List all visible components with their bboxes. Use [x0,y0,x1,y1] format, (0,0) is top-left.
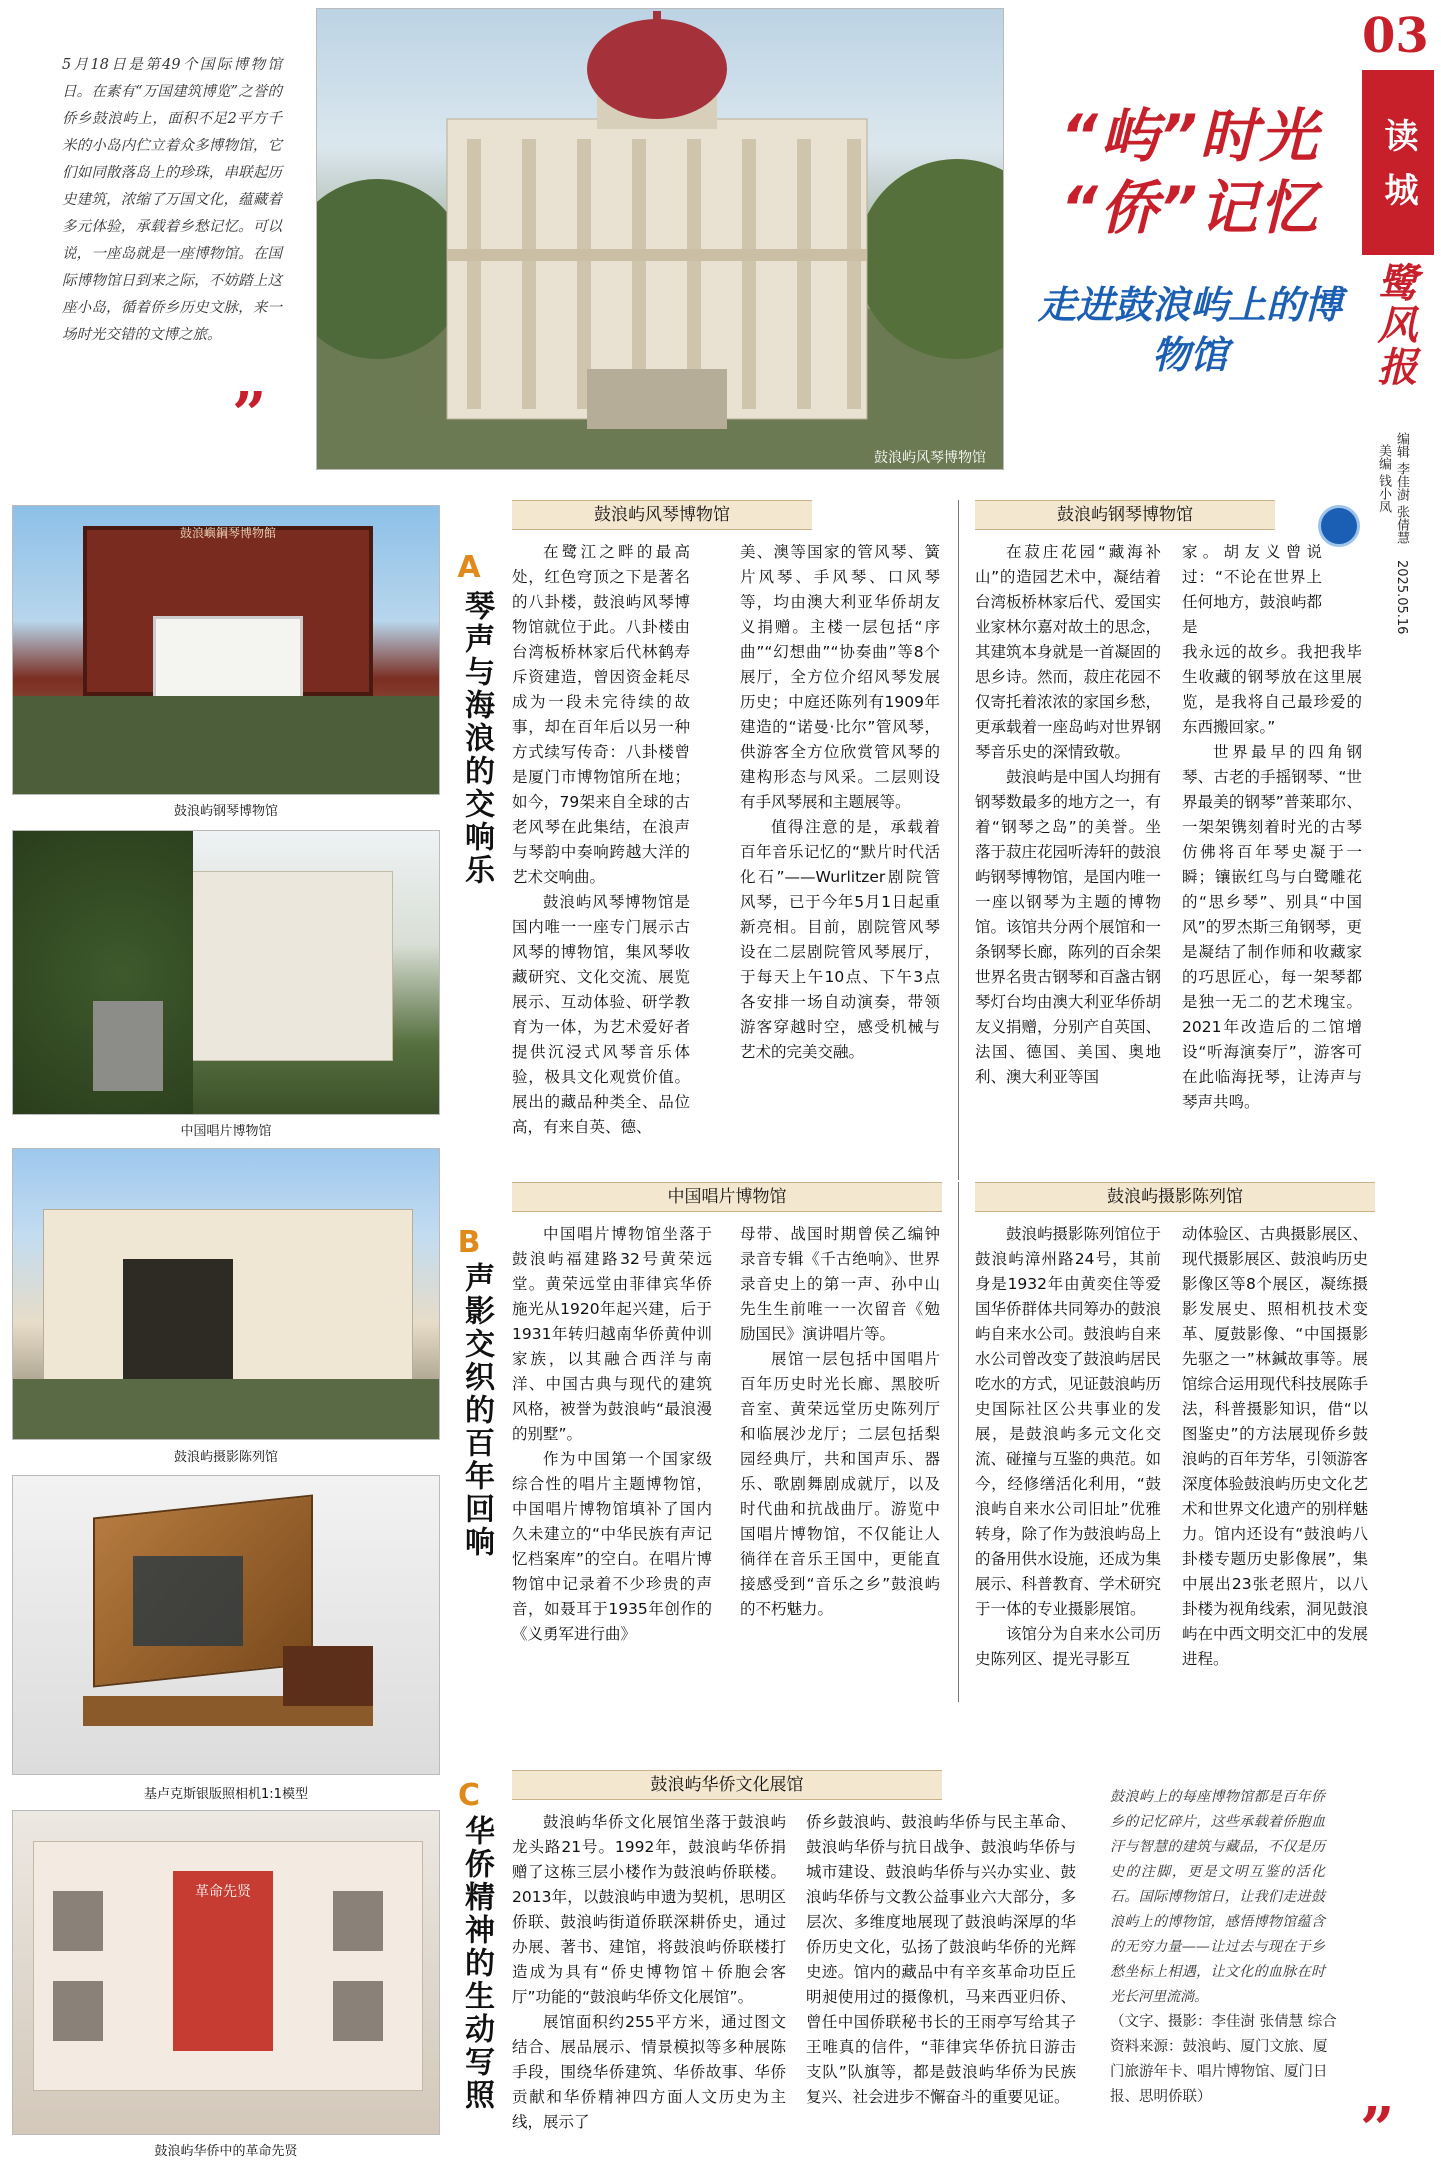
heading-organ: 鼓浪屿风琴博物馆 [512,500,812,530]
organ-para4: 值得注意的是，承载着百年音乐记忆的“默片时代活化石”——Wurlitzer剧院管风琴，已于今年5月1日起重新亮相。目前，剧院管风琴设在二层剧院管风琴展厅，于每天上午10点、下午3点各安排一场自动演奏，带领游客穿越时空，感受机械与艺术的完美交融。 [740,818,940,1061]
heading-piano: 鼓浪屿钢琴博物馆 [975,500,1275,530]
record-para2: 作为中国第一个国家级综合性的唱片主题博物馆，中国唱片博物馆填补了国内久未建立的“中华民族有声记忆档案库”的空白。在唱片博物馆中记录着不少珍贵的声音，如聂耳于1935年创作的《义勇军进行曲》 [512,1450,712,1643]
section-c-letter: C [457,1778,481,1813]
page-number: 03 [1362,8,1429,64]
organ-para2: 鼓浪屿风琴博物馆是国内唯一一座专门展示古风琴的博物馆，集风琴收藏研究、文化交流、展览展示、互动体验、研学教育为一体，为艺术爱好者提供沉浸式风琴音乐体验，极具文化观赏价值。展出的藏品种类全、品位高，有来自英、德、 [512,893,690,1136]
photo-record-museum [12,830,440,1115]
issue-meta [1374,432,1410,662]
column-divider-2 [958,1182,959,1702]
photo-col2 [1182,1222,1368,1767]
piano-col2 [1182,540,1362,1180]
caption-photo-hall: 鼓浪屿摄影陈列馆 [173,1450,278,1465]
photo-para1: 鼓浪屿摄影陈列馆位于鼓浪屿漳州路24号，其前身是1932年由黄奕住等爱国华侨群体共同筹办的鼓浪屿自来水公司。鼓浪屿自来水公司曾改变了鼓浪屿居民吃水的方式，见证鼓浪屿历史国际社区公共事业的发展，是鼓浪屿多元文化交流、碰撞与互鉴的典范。如今，经修缮活化利用，“鼓浪屿自来水公司旧址”优雅转身，除了作为鼓浪屿岛上的备用供水设施，还成为集展示、科普教育、学术研究于一体的专业摄影展馆。 [975,1225,1161,1618]
piano-para1: 在菽庄花园“藏海补山”的造园艺术中，凝结着台湾板桥林家后代、爱国实业家林尔嘉对故土的思念，其建筑本身就是一首凝固的思乡诗。然而，菽庄花园不仅寄托着浓浓的家国乡愁，更承载着一座岛屿对世界钢琴音乐史的深情致敬。 [975,543,1161,761]
organ-museum-illustration [317,9,1004,470]
overseas-para3: 侨乡鼓浪屿、鼓浪屿华侨与民主革命、鼓浪屿华侨与抗日战争、鼓浪屿华侨与城市建设、鼓浪屿华侨与兴办实业、鼓浪屿华侨与文教公益事业六大部分，多层次、多维度地展现了鼓浪屿深厚的华侨历史文化，弘扬了鼓浪屿华侨的光辉史迹。馆内的藏品中有辛亥革命功臣丘明昶使用过的摄像机，马来西亚归侨、曾任中国侨联秘书长的王雨亭写给其子王唯真的信件，“菲律宾华侨抗日游击支队”队旗等，都是鼓浪屿华侨为民族复兴、社会进步不懈奋斗的重要见证。 [806,1813,1076,2106]
organ-col2 [740,540,940,1180]
section-b-title: 声影交织的百年回响 [459,1262,494,1559]
headline-subtitle: 走进鼓浪屿上的博物馆 [1037,283,1342,377]
piano-museum-sign: 鼓浪嶼鋼琴博物館 [179,526,276,540]
intro-text: 5月18日是第49个国际博物馆日。在素有“万国建筑博览”之誉的侨乡鼓浪屿上，面积不足2平方千米的小岛内伫立着众多博物馆，它们如同散落岛上的珍珠，串联起历史建筑，浓缩了万国文化，蕴藏着多元体验，承载着乡愁记忆。可以说，一座岛就是一座博物馆。在国际博物馆日到来之际，不妨踏上这座小岛，循着侨乡历史文脉，来一场时光交错的文博之旅。 [62,57,282,343]
photo-col1 [975,1222,1161,1767]
pioneers-board-title: 革命先贤 [195,1884,251,1900]
heading-photo-hall: 鼓浪屿摄影陈列馆 [975,1182,1375,1212]
piano-para4: 世界最早的四角钢琴、古老的手摇钢琴、“世界最美的钢琴”普莱耶尔、一架架镌刻着时光的古琴仿佛将百年琴史凝于一瞬；镶嵌红鸟与白鹭雕花的“思乡琴”、别具“中国风”的罗杰斯三角钢琴，更是凝结了制作师和收藏家的巧思匠心，每一架琴都是独一无二的艺术瑰宝。2021年改造后的二馆增设“听海演奏厅”，游客可在此临海抚琴，让涛声与琴声共鸣。 [1182,743,1362,1111]
section-a-letter: A [457,550,481,585]
hero-photo [316,8,1004,470]
heading-overseas: 鼓浪屿华侨文化展馆 [512,1770,942,1800]
photo-para3: 动体验区、古典摄影展区、现代摄影展区、鼓浪屿历史影像区等8个展区，凝练摄影发展史、照相机技术变革、厦鼓影像、“中国摄影先驱之一”林鍼故事等。展馆综合运用现代科技展陈手法，科普摄影知识，借“以图鉴史”的方法展现侨乡鼓浪屿的百年芳华，引领游客深度体验鼓浪屿历史文化艺术和世界文化遗产的别样魅力。馆内还设有“鼓浪屿八卦楼专题历史影像展”，集中展出23张老照片，以八卦楼为视角线索，洞见鼓浪屿在中西文明交汇中的发展进程。 [1182,1225,1368,1668]
photo-photography-hall [12,1148,440,1440]
photo-para2: 该馆分为自来水公司历史陈列区、提光寻影互 [975,1625,1161,1668]
record-para3: 母带、战国时期曾侯乙编钟录音专辑《千古绝响》、世界录音史上的第一声、孙中山先生生前唯一一次留音《勉励国民》演讲唱片等。 [740,1225,940,1343]
record-col1 [512,1222,712,1767]
organ-para1: 在鹭江之畔的最高处，红色穹顶之下是著名的八卦楼，鼓浪屿风琴博物馆就位于此。八卦楼由台湾板桥林家后代林鹤寿斥资建造，曾因资金耗尽成为一段未完待续的故事，却在百年后以另一种方式续写传奇：八卦楼曾是厦门市博物馆所在地；如今，79架来自全球的古老风琴在此集结，在浪声与琴韵中奏响跨越大洋的艺术交响曲。 [512,543,690,886]
editor-credit: 编辑 李佳澍 张倩慧 [1394,432,1409,545]
piano-para3: 我永远的故乡。我把我毕生收藏的钢琴放在这里展览，是我将自己最珍爱的东西搬回家。” [1182,643,1362,736]
designer-credit: 美编 钱小凤 [1376,444,1391,514]
headline-line2: “侨”记忆 [1060,174,1320,242]
column-divider [958,500,959,1180]
section-c-title: 华侨精神的生动写照 [459,1815,494,2112]
organ-para3: 美、澳等国家的管风琴、簧片风琴、手风琴、口风琴等，均由澳大利亚华侨胡友义捐赠。主楼一层包括“序曲”“幻想曲”“协奏曲”等8个展厅，全方位介绍风琴发展历史；中庭还陈列有1909年建造的“诺曼·比尔”管风琴，供游客全方位欣赏管风琴的建构形态与风采。二层则设有手风琴展和主题展等。 [740,543,940,811]
source-credit: （文字、摄影：李佳澍 张倩慧 综合资料来源：鼓浪屿、厦门文旅、厦门旅游年卡、唱片博物馆、厦门日报、思明侨联） [1110,2014,1337,2105]
hero-caption: 鼓浪屿风琴博物馆 [874,450,986,466]
organ-col1 [512,540,690,1180]
photo-piano-museum [12,505,440,795]
record-para1: 中国唱片博物馆坐落于鼓浪屿福建路32号黄荣远堂。黄荣远堂由菲律宾华侨施光从1920年起兴建，后于1931年转归越南华侨黄仲训家族，以其融合西洋与南洋、中国古典与现代的建筑风格，被誉为鼓浪屿“最浪漫的别墅”。 [512,1225,712,1443]
photo-revolutionary-pioneers [12,1810,440,2135]
section-a-title: 琴声与海浪的交响乐 [459,590,494,887]
heading-record: 中国唱片博物馆 [512,1182,942,1212]
section-tab: 读城 [1362,70,1434,255]
record-para4: 展馆一层包括中国唱片百年历史时光长廊、黑胶听音室、黄荣远堂历史陈列厅和临展沙龙厅；二层包括梨园经典厅，共和国声乐、器乐、歌剧舞剧成就厅，以及时代曲和抗战曲厅。游览中国唱片博物馆，不仅能让人徜徉在音乐王国中，更能直接感受到“音乐之乡”鼓浪屿的不朽魅力。 [740,1350,940,1618]
issue-date: 2025.05.16 [1394,560,1409,635]
outro-text: 鼓浪屿上的每座博物馆都是百年侨乡的记忆碎片，这些承载着侨胞血汗与智慧的建筑与藏品，不仅是历史的注脚，更是文明互鉴的活化石。国际博物馆日，让我们走进鼓浪屿上的博物馆，感悟博物馆蕴含的无穷力量——让过去与现在于乡愁坐标上相遇，让文化的血脉在时光长河里流淌。 [1110,1789,1325,2005]
piano-para3a: 家。胡友义曾说过：“不论在世界上任何地方，鼓浪屿都是 [1182,543,1322,636]
headline [1040,100,1340,244]
caption-piano: 鼓浪屿钢琴博物馆 [173,804,278,819]
paper-logo: 鹭风报 [1371,262,1418,388]
overseas-col1 [512,1810,786,2160]
overseas-para1: 鼓浪屿华侨文化展馆坐落于鼓浪屿龙头路21号。1992年，鼓浪屿华侨捐赠了这栋三层小楼作为鼓浪屿侨联楼。2013年，以鼓浪屿申遗为契机，思明区侨联、鼓浪屿街道侨联深耕侨史，通过办展、著书、建馆，将鼓浪屿侨联楼打造成为具有“侨史博物馆＋侨胞会客厅”功能的“鼓浪屿华侨文化展馆”。 [512,1813,786,2006]
caption-camera: 基卢克斯银版照相机1:1模型 [144,1787,308,1802]
overseas-col2 [806,1810,1076,2160]
close-quote-icon-2: ” [1360,2095,1395,2165]
close-quote-icon: ” [232,380,267,450]
headline-line1: “屿”时光 [1060,102,1320,170]
photo-camera-model [12,1475,440,1775]
section-b-letter: B [457,1225,481,1260]
overseas-para2: 展馆面积约255平方米，通过图文结合、展品展示、情景模拟等多种展陈手段，围绕华侨建筑、华侨故事、华侨贡献和华侨精神四方面人文历史为主线，展示了 [512,2013,786,2131]
caption-record: 中国唱片博物馆 [180,1124,272,1139]
caption-pioneers: 鼓浪屿华侨中的革命先贤 [154,2144,298,2159]
piano-para2: 鼓浪屿是中国人均拥有钢琴数最多的地方之一，有着“钢琴之岛”的美誉。坐落于菽庄花园听涛轩的鼓浪屿钢琴博物馆，是国内唯一一座以钢琴为主题的博物馆。该馆共分两个展馆和一条钢琴长廊，陈列的百余架世界名贵古钢琴和百盏古钢琴灯台均由澳大利亚华侨胡友义捐赠，分别产自英国、法国、德国、美国、奥地利、澳大利亚等国 [975,768,1161,1086]
record-col2 [740,1222,940,1767]
piano-col1 [975,540,1161,1180]
